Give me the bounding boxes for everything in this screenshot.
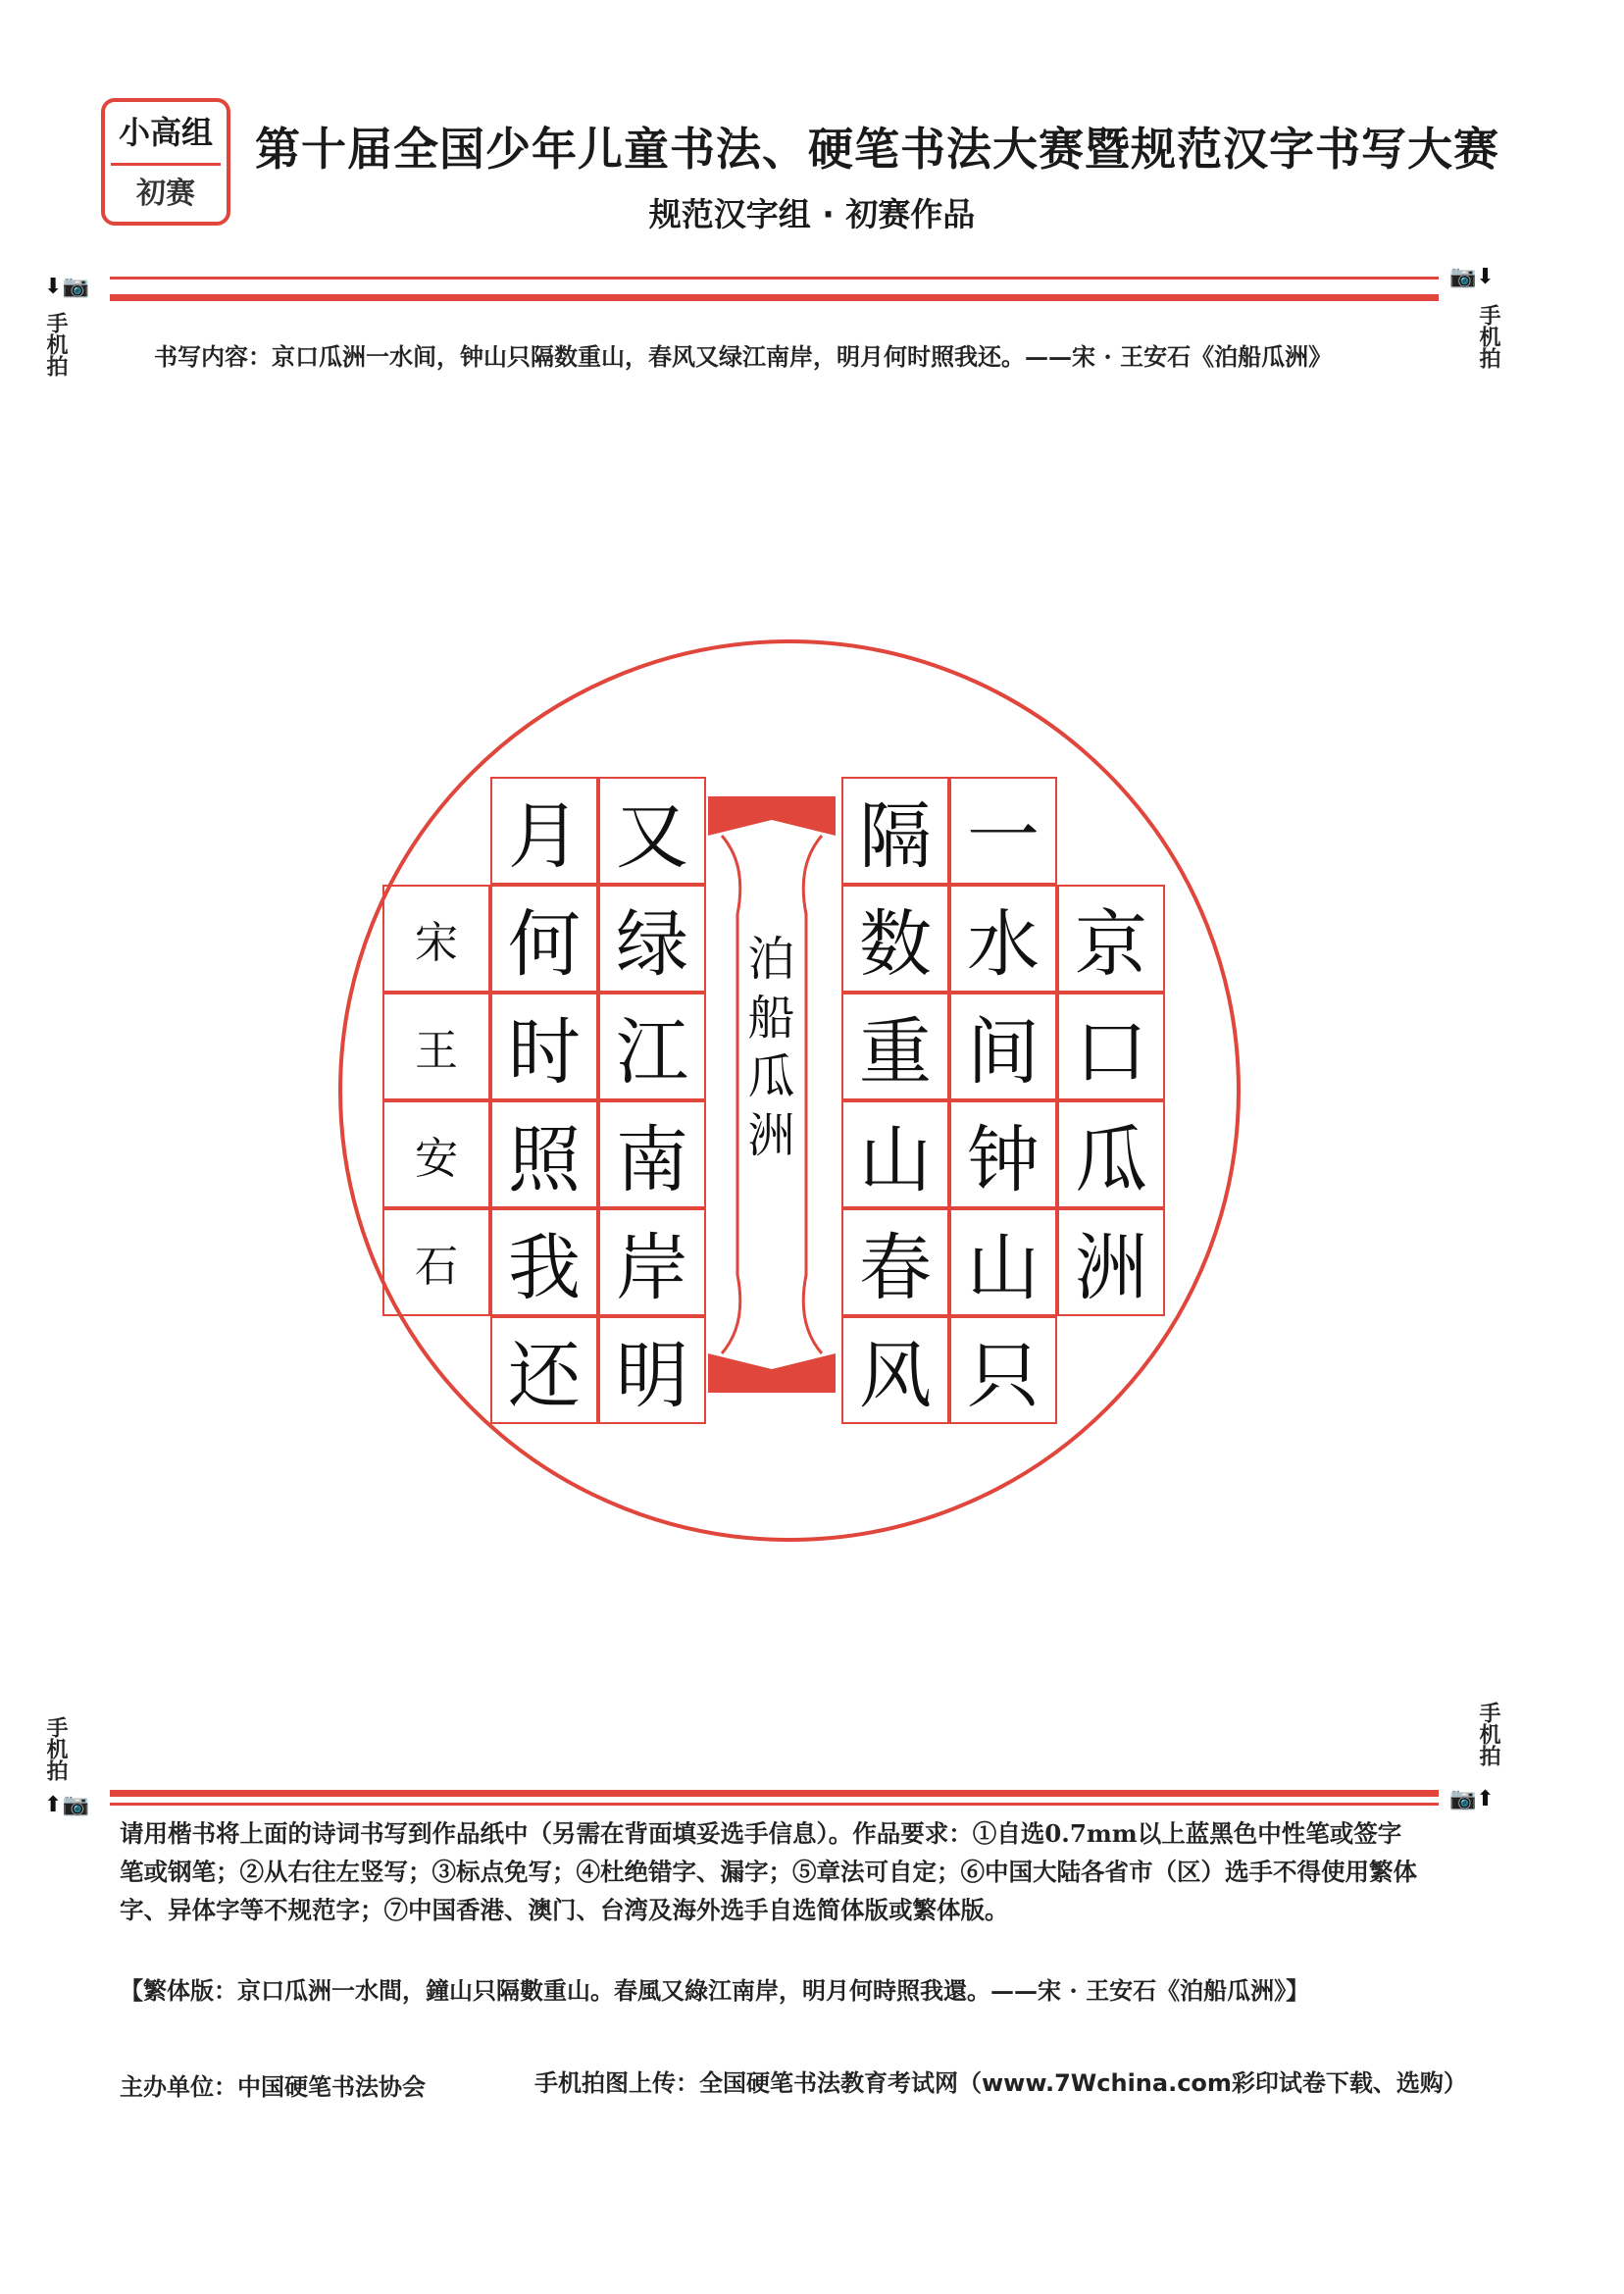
grid-cell: 还: [490, 1316, 598, 1424]
right-phone-label-bottom: 手机拍: [1476, 1702, 1500, 1766]
grid-cell-author: 石: [382, 1208, 490, 1316]
grid-cell: 钟: [949, 1100, 1057, 1208]
grid-cell: 我: [490, 1208, 598, 1316]
page-subtitle: 规范汉字组 · 初赛作品: [648, 195, 976, 233]
left-phone-label-bottom: 手机拍: [43, 1716, 68, 1781]
grid-cell: 水: [949, 885, 1057, 993]
grid-cell: 洲: [1057, 1208, 1165, 1316]
camera-icon: 📷: [1449, 1787, 1477, 1811]
stamp-divider: [111, 163, 221, 166]
bottom-left-marker: [44, 1793, 89, 1817]
top-right-marker: [1449, 265, 1495, 289]
grid-cell: 春: [841, 1208, 949, 1316]
down-arrow-icon: ⬇: [44, 275, 63, 299]
grid-cell: 京: [1057, 885, 1165, 993]
left-phone-label: 手机拍: [43, 312, 68, 377]
grid-cell: 风: [841, 1316, 949, 1424]
down-arrow-icon: ⬇: [1476, 265, 1495, 289]
camera-icon: 📷: [1449, 265, 1477, 289]
grid-cell: 数: [841, 885, 949, 993]
poem-title: 泊船瓜洲: [739, 934, 794, 1169]
grid-cell: 只: [949, 1316, 1057, 1424]
grid-cell: 瓜: [1057, 1100, 1165, 1208]
writing-content: 书写内容：京口瓜洲一水间，钟山只隔数重山，春风又绿江南岸，明月何时照我还。——宋 · 王安石《泊船瓜洲》: [154, 342, 1333, 371]
grid-cell: 岸: [598, 1208, 706, 1316]
traditional-version: 【繁体版：京口瓜洲一水間，鐘山只隔數重山。春風又綠江南岸，明月何時照我還。——宋 · 王安石《泊船瓜洲》】: [120, 1976, 1310, 2005]
bottom-right-marker: [1449, 1787, 1495, 1811]
top-rule-2: [110, 294, 1439, 301]
top-rule-1: [110, 277, 1439, 280]
stamp-stage-label: 初赛: [136, 177, 195, 211]
camera-icon: 📷: [62, 275, 89, 299]
grid-cell: 隔: [841, 777, 949, 885]
bottom-rule-2: [110, 1803, 1439, 1806]
poem-title-column: [708, 796, 836, 1393]
bottom-rule-1: [110, 1790, 1439, 1797]
grid-cell: 照: [490, 1100, 598, 1208]
grid-cell: 时: [490, 993, 598, 1100]
grid-cell-author: 王: [382, 993, 490, 1100]
grid-cell: 山: [949, 1208, 1057, 1316]
grid-cell: 月: [490, 777, 598, 885]
grid-cell-author: 安: [382, 1100, 490, 1208]
grid-cell: 明: [598, 1316, 706, 1424]
grid-cell: 一: [949, 777, 1057, 885]
right-phone-label: 手机拍: [1476, 304, 1500, 369]
grid-cell: 间: [949, 993, 1057, 1100]
requirements-text: 请用楷书将上面的诗词书写到作品纸中（另需在背面填妥选手信息）。作品要求：①自选0.7mm以上蓝黑色中性笔或签字笔或钢笔；②从右往左竖写；③标点免写；④杜绝错字、漏字；⑤章法可自定；⑥中国大陆各省市（区）选手不得使用繁体字、异体字等不规范字；⑦中国香港、澳门、台湾及海外选手自选简体版或繁体版。: [120, 1819, 1417, 1924]
grid-cell: 口: [1057, 993, 1165, 1100]
upload-line: 手机拍图上传：全国硬笔书法教育考试网（www.7Wchina.com彩印试卷下载、选购）: [534, 2069, 1467, 2097]
grid-cell: 山: [841, 1100, 949, 1208]
page-title: 第十届全国少年儿童书法、硬笔书法大赛暨规范汉字书写大赛: [255, 123, 1499, 176]
grid-cell: 南: [598, 1100, 706, 1208]
up-arrow-icon: ⬆: [44, 1793, 63, 1817]
grid-cell: 绿: [598, 885, 706, 993]
grid-cell: 重: [841, 993, 949, 1100]
stamp-group-label: 小高组: [118, 114, 213, 151]
grid-cell: 江: [598, 993, 706, 1100]
top-left-marker: [44, 275, 89, 299]
organizer-line: 主办单位：中国硬笔书法协会: [120, 2073, 426, 2101]
grid-cell: 何: [490, 885, 598, 993]
grid-cell-author: 宋: [382, 885, 490, 993]
grid-cell: 又: [598, 777, 706, 885]
camera-icon: 📷: [62, 1793, 89, 1817]
up-arrow-icon: ⬆: [1476, 1787, 1495, 1811]
